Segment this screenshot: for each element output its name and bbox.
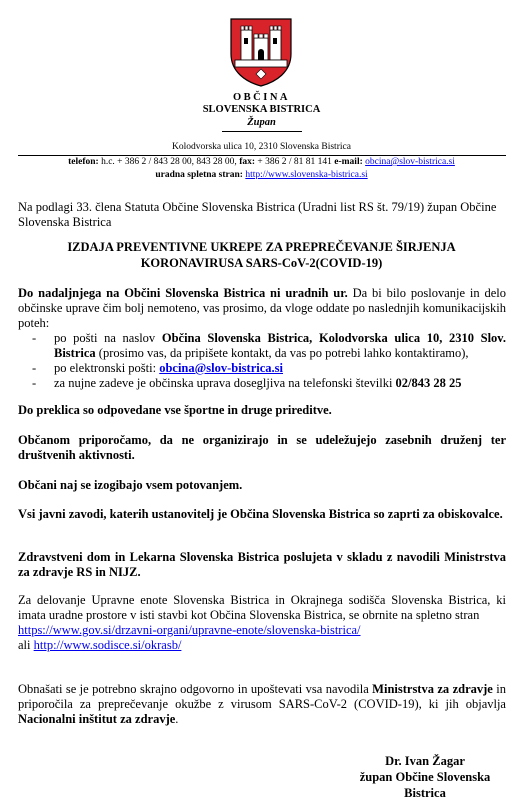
- admin-or: ali: [18, 638, 34, 652]
- header-address: Kolodvorska ulica 10, 2310 Slovenska Bistrica: [172, 142, 351, 152]
- intro-paragraph: Na podlagi 33. člena Statuta Občine Slovenska Bistrica (Uradni list RS št. 79/19) župan Občine Slovenska Bistrica: [18, 200, 497, 229]
- fax-value: + 386 2 / 81 81 141: [255, 157, 335, 167]
- closing-paragraph: Obnašati se je potrebno skrajno odgovorno in upoštevati vsa navodila Ministrstva za zdravje in priporočila za preprečevanje okužbe z virusom SARS-CoV-2 (COVID-19), ki jih objavlja Nacionalni inštitut za zdravje.: [18, 682, 506, 726]
- web-line: [0, 170, 523, 180]
- admin-paragraph: [18, 593, 506, 653]
- title-line-2: KORONAVIRUSA SARS-CoV-2(COVID-19): [140, 256, 383, 270]
- office-hours-paragraph: [18, 286, 506, 331]
- municipal-crest: [228, 16, 294, 88]
- signature-title: župan Občine Slovenska Bistrica: [359, 770, 491, 800]
- gatherings-paragraph: Občanom priporočamo, da ne organizirajo in se udeležujejo zasebnih druženj ter društvenih aktivnosti.: [18, 433, 506, 462]
- travel-paragraph: Občani naj se izogibajo vsem potovanjem.: [18, 478, 243, 492]
- list-email-link[interactable]: obcina@slov-bistrica.si: [159, 361, 283, 375]
- signature-block: [340, 753, 510, 801]
- list-item: - po elektronski pošti: obcina@slov-bistrica.si: [32, 361, 506, 376]
- tel-label: telefon:: [68, 157, 99, 167]
- court-link[interactable]: http://www.sodisce.si/okrasb/: [33, 638, 182, 652]
- ministry-name: Ministrstva za zdravje: [372, 682, 493, 696]
- web-label: uradna spletna stran:: [155, 170, 243, 180]
- contact-divider: [18, 155, 506, 156]
- health-paragraph: Zdravstveni dom in Lekarna Slovenska Bistrica poslujeta v skladu z navodili Ministrstva za zdravje RS in NIJZ.: [18, 550, 506, 579]
- header-obcina: OBČINA: [232, 92, 290, 103]
- events-paragraph: Do preklica so odpovedane vse športne in druge prireditve.: [18, 403, 332, 417]
- title-line-1: IZDAJA PREVENTIVNE UKREPE ZA PREPREČEVANJE ŠIRJENJA: [67, 240, 456, 254]
- header-email-link[interactable]: obcina@slov-bistrica.si: [365, 157, 455, 167]
- institute-name: Nacionalni inštitut za zdravje: [18, 712, 176, 726]
- header-web-link[interactable]: http://www.slovenska-bistrica.si: [245, 170, 368, 180]
- office-hours-lead: Do nadaljnjega na Občini Slovenska Bistrica ni uradnih ur.: [18, 286, 348, 300]
- postal-address: Občina Slovenska Bistrica, Kolodvorska ulica 10, 2310 Slov. Bistrica: [54, 331, 506, 360]
- office-hours-text: Da bi bilo poslovanje in delo občinske uprave čim bolj nemoteno, vas prosimo, da vloge oddate po naslednjih komunikacijskih poteh:: [18, 286, 506, 330]
- header-divider: [222, 131, 302, 132]
- fax-label: fax:: [239, 157, 256, 167]
- urgent-phone: 02/843 28 25: [395, 376, 462, 390]
- admin-text: Za delovanje Upravne enote Slovenska Bistrica in Okrajnega sodišča Slovenska Bistrica, ki imata uradne prostore v isti stavbi kot Občina Slovenska Bistrica, se obrnite na spletno stran: [18, 593, 506, 622]
- document-title: [0, 239, 523, 271]
- list-item: - za nujne zadeve je občinska uprava dosegljiva na telefonski številki 02/843 28 25: [32, 376, 506, 391]
- header-role: Župan: [247, 117, 276, 128]
- contact-channels-list: [18, 331, 506, 391]
- contact-line: [0, 157, 523, 167]
- email-label: e-mail:: [334, 157, 363, 167]
- header-municipality: SLOVENSKA BISTRICA: [202, 104, 321, 115]
- institutions-paragraph: Vsi javni zavodi, katerih ustanovitelj je Občina Slovenska Bistrica so zaprti za obiskovalce.: [18, 507, 503, 521]
- signature-name: Dr. Ivan Žagar: [385, 754, 465, 768]
- gov-link[interactable]: https://www.gov.si/drzavni-organi/upravne-enote/slovenska-bistrica/: [18, 623, 361, 637]
- list-item: - po pošti na naslov Občina Slovenska Bistrica, Kolodvorska ulica 10, 2310 Slov. Bistrica (prosimo vas, da pripišete kontakt, da vas po potrebi lahko kontaktiramo),: [32, 331, 506, 361]
- tel-value: h.c. + 386 2 / 843 28 00, 843 28 00,: [98, 157, 240, 167]
